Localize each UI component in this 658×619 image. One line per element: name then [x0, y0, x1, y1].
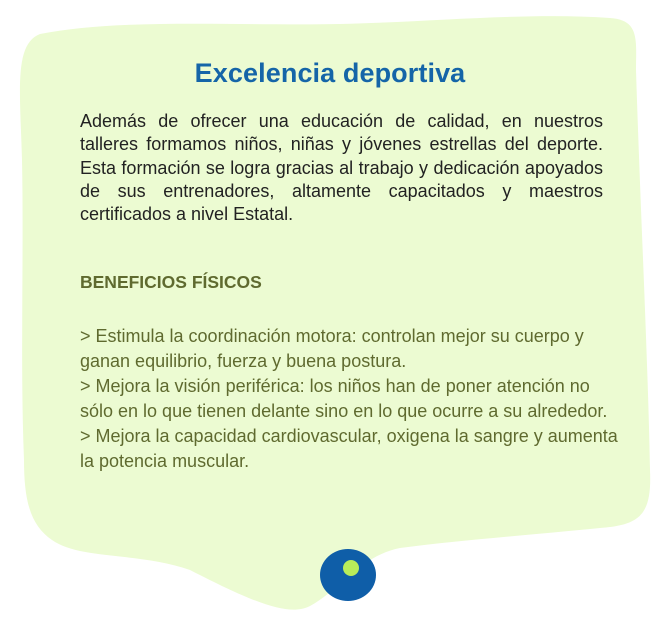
section-heading: BENEFICIOS FÍSICOS	[80, 272, 262, 292]
circle-dot-icon	[319, 548, 377, 602]
benefits-list	[80, 324, 620, 474]
intro-paragraph: Además de ofrecer una educación de calidad, en nuestros talleres formamos niños, niñas y jóvenes estrellas del deporte. Esta formación se logra gracias al trabajo y dedicación apoyados de sus entrenadores, altamente capacitados y maestros certificados a nivel Estatal.	[80, 111, 603, 225]
page-title: Excelencia deportiva	[194, 58, 466, 88]
benefit-item: > Estimula la coordinación motora: controlan mejor su cuerpo y ganan equilibrio, fuerza y buena postura.	[80, 326, 584, 371]
benefit-item: > Mejora la visión periférica: los niños han de poner atención no sólo en lo que tienen delante sino en lo que ocurre a su alrededor.	[80, 376, 608, 421]
benefit-item: > Mejora la capacidad cardiovascular, oxigena la sangre y aumenta la potencia muscular.	[80, 426, 618, 471]
